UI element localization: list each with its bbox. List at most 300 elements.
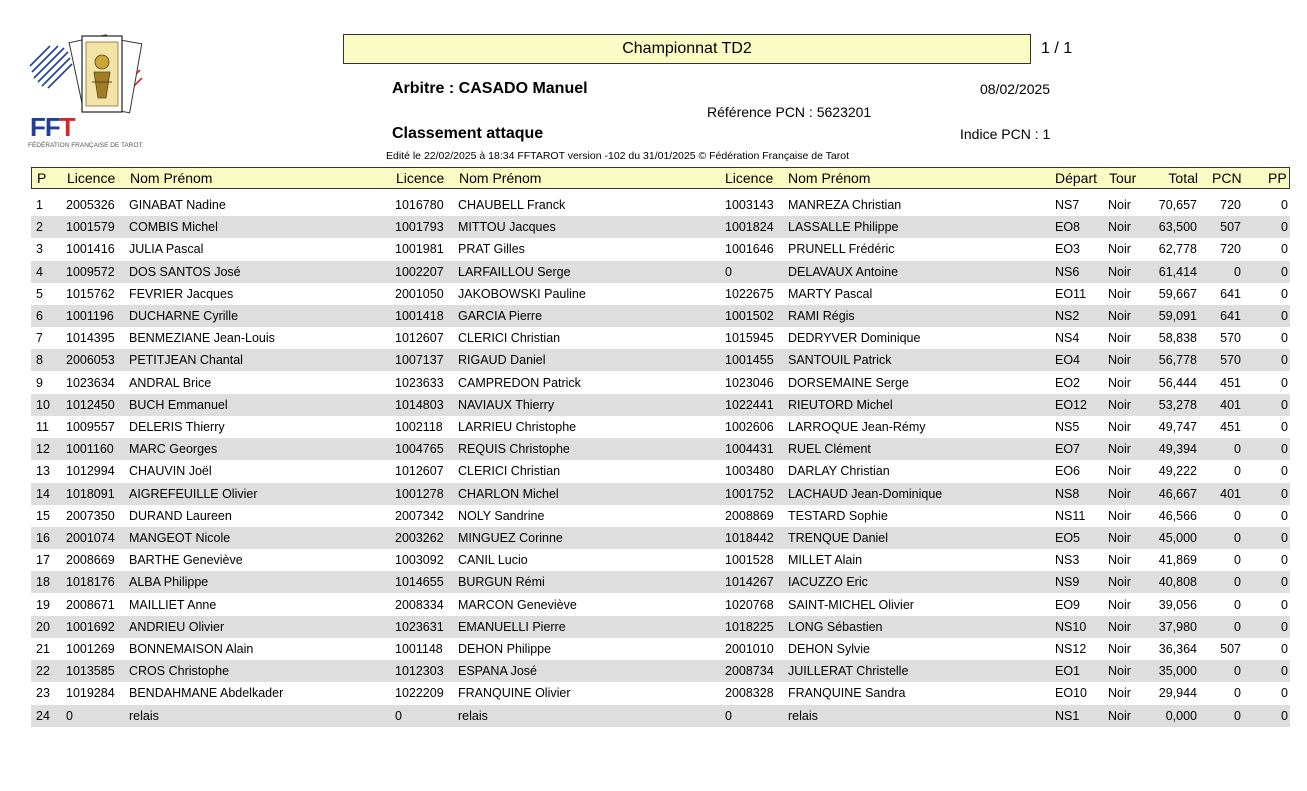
cell-nom-3: FRANQUINE Sandra (788, 686, 906, 701)
cell-licence-3: 2008869 (725, 508, 774, 523)
cell-nom-1: DURAND Laureen (129, 508, 232, 523)
cell-licence-3: 1003143 (725, 198, 774, 212)
cell-licence-3: 0 (725, 708, 732, 723)
cell-licence-2: 2007342 (395, 508, 444, 523)
cell-nom-3: LONG Sébastien (788, 619, 883, 634)
cell-licence-1: 1018091 (66, 486, 115, 501)
cell-pp: 0 (1281, 397, 1288, 412)
cell-p: 13 (36, 464, 50, 479)
cell-nom-2: CHARLON Michel (458, 486, 559, 501)
cell-total: 56,778 (1158, 353, 1197, 368)
cell-pp: 0 (1281, 642, 1288, 656)
cell-pcn: 0 (1234, 508, 1241, 523)
cell-p: 7 (36, 331, 43, 346)
cell-nom-1: FEVRIER Jacques (129, 286, 234, 301)
cell-tour: Noir (1108, 708, 1131, 723)
col-p: P (37, 170, 47, 186)
cell-tour: Noir (1108, 642, 1131, 656)
table-row (31, 394, 1290, 416)
col-tour: Tour (1109, 170, 1137, 186)
cell-licence-2: 2003262 (395, 531, 444, 545)
cell-tour: Noir (1108, 464, 1131, 479)
cell-licence-3: 1018225 (725, 619, 774, 634)
cell-nom-2: FRANQUINE Olivier (458, 686, 571, 701)
cell-pp: 0 (1281, 442, 1288, 457)
cell-total: 46,566 (1158, 508, 1197, 523)
cell-nom-1: CROS Christophe (129, 664, 230, 679)
table-row (31, 238, 1290, 260)
col-licence-3: Licence (725, 170, 774, 186)
cell-p: 21 (36, 642, 50, 656)
cell-p: 8 (36, 353, 43, 368)
cell-nom-3: DORSEMAINE Serge (788, 375, 909, 390)
cell-licence-3: 1001646 (725, 242, 774, 257)
cell-licence-2: 1023633 (395, 375, 444, 390)
cell-nom-1: BARTHE Geneviève (129, 553, 243, 568)
cell-pp: 0 (1281, 619, 1288, 634)
cell-nom-3: LARROQUE Jean-Rémy (788, 420, 926, 434)
cell-nom-2: CAMPREDON Patrick (458, 375, 581, 390)
cell-tour: Noir (1108, 397, 1131, 412)
cell-tour: Noir (1108, 198, 1131, 212)
cell-licence-2: 1007137 (395, 353, 444, 368)
cell-pp: 0 (1281, 309, 1288, 323)
col-nom-2: Nom Prénom (459, 170, 542, 186)
table-row (31, 638, 1290, 660)
cell-licence-3: 2008734 (725, 664, 774, 679)
cell-nom-1: DUCHARNE Cyrille (129, 309, 239, 323)
cell-nom-3: DELAVAUX Antoine (788, 264, 899, 279)
classement-title: Classement attaque (392, 125, 544, 142)
cell-nom-2: GARCIA Pierre (458, 309, 543, 323)
cell-p: 6 (36, 309, 43, 323)
cell-licence-1: 1009572 (66, 264, 115, 279)
cell-depart: EO7 (1055, 442, 1081, 457)
cell-nom-2: BURGUN Rémi (458, 575, 545, 590)
table-row (31, 460, 1290, 482)
cell-nom-2: NAVIAUX Thierry (458, 397, 555, 412)
cell-total: 58,838 (1158, 331, 1197, 346)
cell-nom-1: JULIA Pascal (129, 242, 204, 257)
cell-pcn: 0 (1234, 553, 1241, 568)
cell-tour: Noir (1108, 686, 1131, 701)
cell-licence-2: 1004765 (395, 442, 444, 457)
cell-pp: 0 (1281, 486, 1288, 501)
cell-depart: NS2 (1055, 309, 1080, 323)
indice-label: Indice PCN : 1 (960, 126, 1051, 142)
cell-licence-2: 1023631 (395, 619, 444, 634)
page-number: 1 / 1 (1041, 40, 1073, 57)
table-row (31, 327, 1290, 349)
cell-p: 5 (36, 286, 43, 301)
table-row (31, 660, 1290, 682)
cell-licence-2: 2001050 (395, 286, 444, 301)
cell-pp: 0 (1281, 220, 1288, 235)
cell-licence-1: 1001160 (66, 442, 114, 457)
cell-licence-1: 0 (66, 708, 73, 723)
cell-pcn: 0 (1234, 464, 1241, 479)
table-row (31, 194, 1290, 216)
cell-licence-2: 0 (395, 708, 402, 723)
table-row (31, 527, 1290, 549)
cell-licence-2: 1001148 (395, 642, 443, 656)
cell-total: 35,000 (1158, 664, 1197, 679)
cell-nom-2: MINGUEZ Corinne (458, 531, 563, 545)
cell-total: 41,869 (1158, 553, 1197, 568)
cell-total: 46,667 (1158, 486, 1197, 501)
cell-licence-2: 1001278 (395, 486, 444, 501)
cell-tour: Noir (1108, 264, 1131, 279)
cell-nom-1: COMBIS Michel (129, 220, 218, 235)
cell-nom-1: MARC Georges (129, 442, 218, 457)
cell-pp: 0 (1281, 286, 1288, 301)
cell-nom-3: TESTARD Sophie (788, 508, 888, 523)
cell-licence-3: 2008328 (725, 686, 774, 701)
cell-total: 49,747 (1158, 420, 1197, 434)
cell-nom-3: PRUNELL Frédéric (788, 242, 895, 257)
cell-licence-2: 1001793 (395, 220, 444, 235)
cell-tour: Noir (1108, 309, 1131, 323)
cell-pcn: 570 (1220, 331, 1241, 346)
cell-depart: EO11 (1055, 286, 1087, 301)
cell-pcn: 570 (1220, 353, 1241, 368)
cell-nom-1: CHAUVIN Joël (129, 464, 212, 479)
cell-licence-3: 2001010 (725, 642, 774, 656)
cell-nom-1: PETITJEAN Chantal (129, 353, 243, 368)
cell-licence-3: 1004431 (725, 442, 774, 457)
cell-nom-3: DEHON Sylvie (788, 642, 870, 656)
cell-nom-2: MARCON Geneviève (458, 597, 577, 612)
cell-nom-2: REQUIS Christophe (458, 442, 570, 457)
table-row (31, 283, 1290, 305)
cell-pp: 0 (1281, 353, 1288, 368)
cell-tour: Noir (1108, 242, 1131, 257)
cell-licence-1: 2007350 (66, 508, 115, 523)
cell-licence-2: 1002118 (395, 420, 443, 434)
cell-pcn: 451 (1220, 375, 1241, 390)
col-pcn: PCN (1212, 170, 1242, 186)
cell-pp: 0 (1281, 508, 1288, 523)
cell-nom-1: ANDRIEU Olivier (129, 619, 225, 634)
cell-nom-2: MITTOU Jacques (458, 220, 556, 235)
cell-licence-1: 2008669 (66, 553, 115, 568)
cell-total: 62,778 (1158, 242, 1197, 257)
cell-licence-1: 1018176 (66, 575, 115, 590)
cell-nom-2: LARRIEU Christophe (458, 420, 577, 434)
cell-pp: 0 (1281, 375, 1288, 390)
cell-pp: 0 (1281, 664, 1288, 679)
cell-tour: Noir (1108, 420, 1131, 434)
cell-p: 22 (36, 664, 50, 679)
cell-nom-2: CANIL Lucio (458, 553, 528, 568)
cell-depart: NS1 (1055, 708, 1080, 723)
cell-nom-1: ANDRAL Brice (129, 375, 212, 390)
date-label: 08/02/2025 (980, 81, 1051, 97)
cell-depart: EO9 (1055, 597, 1081, 612)
fft-logo-text: FFT (30, 112, 75, 142)
cell-tour: Noir (1108, 619, 1131, 634)
table-row (31, 372, 1290, 394)
table-row (31, 305, 1290, 327)
cell-pcn: 0 (1234, 664, 1241, 679)
cell-tour: Noir (1108, 331, 1131, 346)
cell-pp: 0 (1281, 331, 1288, 346)
cell-total: 39,056 (1158, 597, 1197, 612)
cell-pp: 0 (1281, 597, 1288, 612)
cell-licence-1: 1009557 (66, 420, 115, 434)
cell-p: 14 (36, 486, 50, 501)
cell-licence-1: 1023634 (66, 375, 115, 390)
cell-nom-2: LARFAILLOU Serge (458, 264, 571, 279)
cell-depart: EO4 (1055, 353, 1081, 368)
cell-total: 49,222 (1158, 464, 1197, 479)
cell-total: 49,394 (1158, 442, 1197, 457)
cell-licence-3: 1015945 (725, 331, 774, 346)
cell-pcn: 0 (1234, 575, 1241, 590)
table-header (31, 167, 1290, 189)
cell-pcn: 0 (1234, 442, 1241, 457)
cell-depart: EO12 (1055, 397, 1087, 412)
cell-licence-1: 2001074 (66, 531, 115, 545)
cell-p: 15 (36, 508, 50, 523)
cell-nom-1: DOS SANTOS José (129, 264, 241, 279)
cell-licence-2: 1003092 (395, 553, 444, 568)
cell-nom-3: relais (788, 708, 818, 723)
cell-total: 37,980 (1158, 619, 1197, 634)
cell-pcn: 720 (1220, 242, 1241, 257)
cell-licence-3: 1020768 (725, 597, 774, 612)
cell-p: 9 (36, 375, 43, 390)
cell-licence-1: 1001579 (66, 220, 115, 235)
cell-depart: NS5 (1055, 420, 1080, 434)
cell-nom-2: RIGAUD Daniel (458, 353, 546, 368)
cell-licence-3: 1002606 (725, 420, 774, 434)
cell-nom-1: BENDAHMANE Abdelkader (129, 686, 284, 701)
cell-tour: Noir (1108, 597, 1131, 612)
cell-pp: 0 (1281, 264, 1288, 279)
cell-licence-3: 1014267 (725, 575, 774, 590)
table-row (31, 483, 1290, 505)
cell-licence-3: 1022675 (725, 286, 774, 301)
cell-pp: 0 (1281, 686, 1288, 701)
cell-licence-2: 1014655 (395, 575, 444, 590)
cell-nom-3: IACUZZO Eric (788, 575, 868, 590)
cell-tour: Noir (1108, 553, 1131, 568)
cell-depart: NS10 (1055, 619, 1087, 634)
cell-pp: 0 (1281, 242, 1288, 257)
cell-licence-3: 1023046 (725, 375, 774, 390)
cell-nom-2: JAKOBOWSKI Pauline (458, 286, 586, 301)
col-licence-2: Licence (396, 170, 445, 186)
cell-p: 2 (36, 220, 43, 235)
cell-pcn: 0 (1234, 597, 1241, 612)
cell-depart: NS8 (1055, 486, 1080, 501)
cell-p: 4 (36, 264, 43, 279)
cell-nom-3: SAINT-MICHEL Olivier (788, 597, 914, 612)
cell-licence-1: 1014395 (66, 331, 115, 346)
cell-nom-1: BUCH Emmanuel (129, 397, 228, 412)
cell-depart: NS9 (1055, 575, 1080, 590)
cell-p: 17 (36, 553, 50, 568)
cell-pcn: 401 (1220, 397, 1241, 412)
cell-nom-2: CLERICI Christian (458, 464, 561, 479)
table-row (31, 616, 1290, 638)
cell-pp: 0 (1281, 708, 1288, 723)
cell-depart: EO2 (1055, 375, 1081, 390)
cell-nom-2: CHAUBELL Franck (458, 198, 566, 212)
cell-depart: NS11 (1055, 508, 1086, 523)
cell-tour: Noir (1108, 486, 1131, 501)
cell-pp: 0 (1281, 553, 1288, 568)
cell-licence-3: 1003480 (725, 464, 774, 479)
cell-nom-3: LACHAUD Jean-Dominique (788, 486, 943, 501)
cell-pcn: 451 (1220, 420, 1241, 434)
col-nom-3: Nom Prénom (788, 170, 871, 186)
cell-total: 53,278 (1158, 397, 1197, 412)
cell-licence-2: 1012607 (395, 464, 444, 479)
cell-licence-1: 2005326 (66, 198, 115, 212)
fft-logo (28, 32, 148, 157)
cell-pcn: 0 (1234, 531, 1241, 545)
cell-total: 59,667 (1158, 286, 1197, 301)
cell-total: 70,657 (1158, 198, 1197, 212)
cell-licence-2: 2008334 (395, 597, 444, 612)
cell-licence-3: 1022441 (725, 397, 774, 412)
cell-p: 19 (36, 597, 50, 612)
cell-total: 0,000 (1165, 708, 1197, 723)
cell-licence-3: 1001752 (725, 486, 774, 501)
cell-depart: EO5 (1055, 531, 1081, 545)
cell-nom-1: relais (129, 708, 159, 723)
cell-nom-2: PRAT Gilles (458, 242, 525, 257)
cell-depart: EO3 (1055, 242, 1081, 257)
cell-depart: EO6 (1055, 464, 1081, 479)
cell-p: 16 (36, 531, 50, 545)
cell-nom-1: BENMEZIANE Jean-Louis (129, 331, 275, 346)
cell-licence-1: 1001196 (66, 309, 114, 323)
cell-p: 10 (36, 397, 50, 412)
cell-licence-3: 1001528 (725, 553, 774, 568)
cell-nom-3: MARTY Pascal (788, 286, 873, 301)
cell-depart: EO10 (1055, 686, 1087, 701)
cell-total: 29,944 (1158, 686, 1197, 701)
cell-licence-2: 1002207 (395, 264, 444, 279)
table-row (31, 571, 1290, 593)
col-pp: PP (1268, 170, 1287, 186)
cell-nom-2: NOLY Sandrine (458, 508, 545, 523)
cell-tour: Noir (1108, 664, 1131, 679)
cell-pcn: 401 (1220, 486, 1241, 501)
cell-p: 12 (36, 442, 50, 457)
cell-p: 11 (36, 420, 49, 434)
cell-pp: 0 (1281, 575, 1288, 590)
cell-pp: 0 (1281, 464, 1288, 479)
fft-logo-subtitle: FÉDÉRATION FRANÇAISE DE TAROT (28, 142, 143, 149)
arbitre-label: Arbitre : CASADO Manuel (392, 80, 588, 97)
cell-pcn: 507 (1220, 642, 1241, 656)
table-row (31, 549, 1290, 571)
cell-licence-1: 1015762 (66, 286, 115, 301)
col-total: Total (1168, 170, 1198, 186)
cell-pp: 0 (1281, 198, 1288, 212)
cell-depart: EO1 (1055, 664, 1081, 679)
cell-total: 59,091 (1158, 309, 1197, 323)
cell-pp: 0 (1281, 531, 1288, 545)
cell-nom-3: JUILLERAT Christelle (788, 664, 909, 679)
cell-pcn: 507 (1220, 220, 1241, 235)
cell-licence-2: 1012607 (395, 331, 444, 346)
cell-nom-3: TRENQUE Daniel (788, 531, 889, 545)
cell-pcn: 641 (1220, 309, 1241, 323)
cell-licence-1: 1001269 (66, 642, 115, 656)
cell-total: 61,414 (1158, 264, 1197, 279)
cell-nom-3: RUEL Clément (788, 442, 871, 457)
cell-tour: Noir (1108, 442, 1131, 457)
cell-licence-1: 1012994 (66, 464, 115, 479)
cell-licence-2: 1012303 (395, 664, 444, 679)
page-title: Championnat TD2 (343, 34, 1031, 64)
edit-info: Edité le 22/02/2025 à 18:34 FFTAROT version -102 du 31/01/2025 © Fédération Française de Tarot (386, 150, 850, 162)
cell-pcn: 0 (1234, 708, 1241, 723)
cell-licence-1: 2006053 (66, 353, 115, 368)
cell-nom-3: RIEUTORD Michel (788, 397, 893, 412)
cell-p: 20 (36, 619, 50, 634)
cell-licence-1: 1001416 (66, 242, 115, 257)
cell-nom-1: GINABAT Nadine (129, 198, 226, 212)
table-row (31, 705, 1290, 727)
cell-pcn: 0 (1234, 619, 1241, 634)
cell-total: 45,000 (1158, 531, 1197, 545)
cell-nom-3: LASSALLE Philippe (788, 220, 899, 235)
cell-licence-3: 1001502 (725, 309, 774, 323)
cell-licence-2: 1022209 (395, 686, 444, 701)
cell-depart: NS3 (1055, 553, 1080, 568)
cell-licence-1: 2008671 (66, 597, 115, 612)
cell-depart: NS4 (1055, 331, 1080, 346)
cell-nom-1: BONNEMAISON Alain (129, 642, 254, 656)
table-row (31, 594, 1290, 616)
cell-licence-3: 1001455 (725, 353, 774, 368)
cell-nom-1: MANGEOT Nicole (129, 531, 231, 545)
cell-licence-1: 1012450 (66, 397, 115, 412)
cell-nom-2: relais (458, 708, 488, 723)
cell-nom-3: SANTOUIL Patrick (788, 353, 892, 368)
cell-total: 40,808 (1158, 575, 1197, 590)
reference-label: Référence PCN : 5623201 (707, 104, 872, 120)
cell-licence-1: 1013585 (66, 664, 115, 679)
cell-tour: Noir (1108, 375, 1131, 390)
cell-tour: Noir (1108, 286, 1131, 301)
cell-licence-1: 1019284 (66, 686, 115, 701)
cell-nom-1: AIGREFEUILLE Olivier (129, 486, 258, 501)
cell-tour: Noir (1108, 508, 1131, 523)
cell-p: 18 (36, 575, 50, 590)
table-row (31, 682, 1290, 704)
cell-nom-1: MAILLIET Anne (129, 597, 217, 612)
cell-depart: EO8 (1055, 220, 1081, 235)
cell-nom-3: DEDRYVER Dominique (788, 331, 921, 346)
cell-depart: NS12 (1055, 642, 1087, 656)
cell-licence-3: 1001824 (725, 220, 774, 235)
cell-licence-2: 1001981 (395, 242, 444, 257)
cell-pcn: 0 (1234, 686, 1241, 701)
cell-nom-3: RAMI Régis (788, 309, 855, 323)
cell-nom-1: ALBA Philippe (129, 575, 209, 590)
table-row (31, 349, 1290, 371)
cell-nom-3: DARLAY Christian (788, 464, 890, 479)
cell-licence-2: 1001418 (395, 309, 444, 323)
cell-total: 63,500 (1158, 220, 1197, 235)
